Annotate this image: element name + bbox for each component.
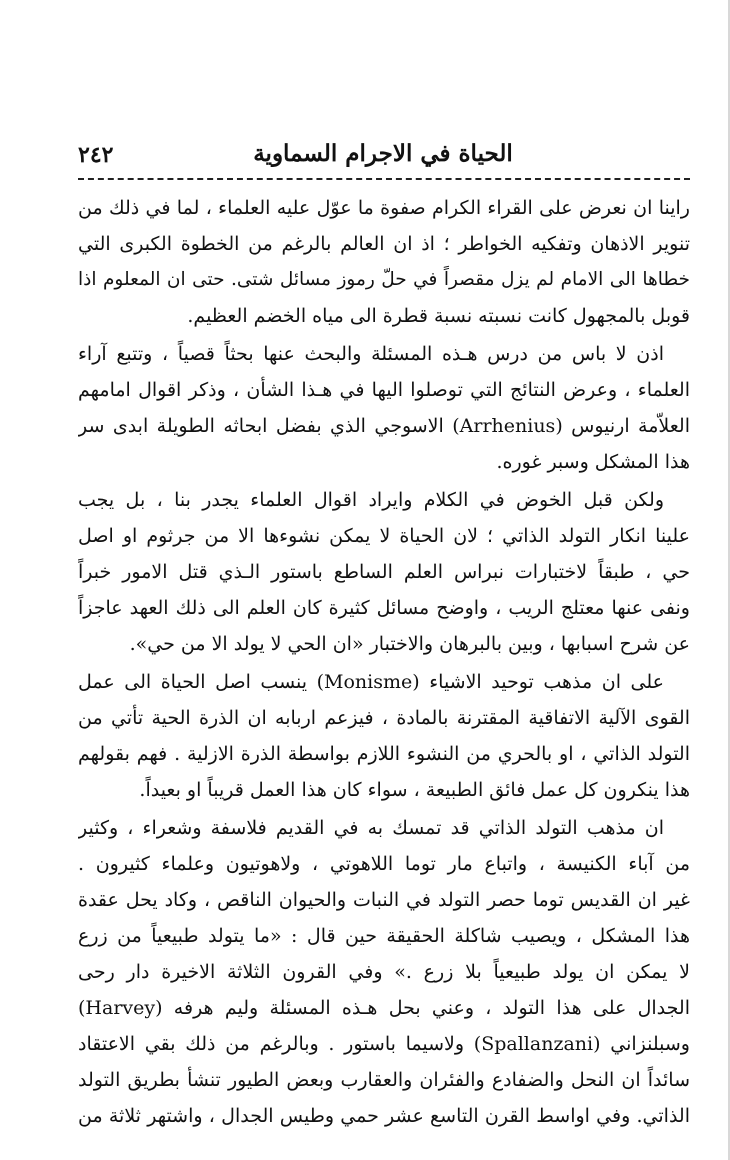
text-line: غير ان القديس توما حصر التولد في النبات والحيوان الناقص ، وكاد يحل عقدة <box>78 889 690 911</box>
text-line: علينا انكار التولد الذاتي ؛ لان الحياة لا يمكن نشوءها الا من جرثوم او اصل <box>78 525 690 547</box>
text-line: وسبلنزاني (Spallanzani) ولاسيما باستور . وبالرغم من ذلك بقي الاعتقاد <box>78 1033 690 1055</box>
page-number: ٢٤٢ <box>78 142 114 168</box>
text-line: لا يمكن ان يولد طبيعياً بلا زرع .» وفي القرون الثلاثة الاخيرة دار رحى <box>78 961 690 983</box>
text-line: التولد الذاتي ، او بالحري من النشوء اللازم بواسطة الذرة الازلية . فهم بقولهم <box>78 743 690 765</box>
text-line: الذاتي. وفي اواسط القرن التاسع عشر حمي وطيس الجدال ، واشتهر ثلاثة من <box>78 1105 690 1127</box>
text-line: العلاّمة ارنيوس (Arrhenius) الاسوجي الذي بفضل ابحاثه الطويلة ابدى سر <box>78 415 690 437</box>
paragraph-2 <box>78 336 690 480</box>
paragraph-3 <box>78 482 690 662</box>
text-line: هذا المشكل وسبر غوره. <box>496 451 690 473</box>
text-line: على ان مذهب توحيد الاشياء (Monisme) ينسب اصل الحياة الى عمل <box>78 671 664 693</box>
text-line: راينا ان نعرض على القراء الكرام صفوة ما عوّل عليه العلماء ، لما في ذلك من <box>78 197 690 219</box>
text-line: تنوير الاذهان وتفكيه الخواطر ؛ اذ ان العالم بالرغم من الخطوة الكبرى التي <box>78 233 690 255</box>
text-line: من آباء الكنيسة ، واتباع مار توما اللاهوتي ، ولاهوتيون وعلماء كثيرون . <box>78 853 690 875</box>
text-line: ان مذهب التولد الذاتي قد تمسك به في القديم فلاسفة وشعراء ، وكثير <box>78 817 664 839</box>
text-line: سائداً ان النحل والضفادع والفئران والعقارب وبعض الطيور تنشأ بطريق التولد <box>78 1069 690 1091</box>
running-title: الحياة في الاجرام السماوية <box>253 140 513 167</box>
text-line: قوبل بالمجهول كانت نسبته نسبة قطرة الى مياه الخضم العظيم. <box>187 305 690 327</box>
text-line: ولكن قبل الخوض في الكلام وايراد اقوال العلماء يجدر بنا ، بل يجب <box>78 489 664 511</box>
page-header <box>78 138 688 176</box>
text-line: خطاها الى الامام لم يزل مقصراً في حلّ رموز مسائل شتى. حتى ان المعلوم اذا <box>78 269 690 290</box>
text-line: هذا المشكل ، ويصيب شاكلة الحقيقة حين قال : «ما يتولد طبيعياً من زرع <box>78 925 690 947</box>
text-line: القوى الآلية الاتفاقية المقترنة بالمادة ، فيزعم اربابه ان الذرة الحية تأتي من <box>78 707 690 729</box>
header-rule <box>78 178 690 180</box>
text-line: عن شرح اسبابها ، وبين بالبرهان والاختبار «ان الحي لا يولد الا من حي». <box>129 633 690 655</box>
paragraph-4 <box>78 664 690 808</box>
text-line: ونفى عنها معتلج الريب ، واوضح مسائل كثيرة كان العلم الى ذلك العهد عاجزاً <box>78 597 690 619</box>
body-text <box>78 190 690 1134</box>
paragraph-5 <box>78 810 690 1134</box>
text-line: العلماء ، وعرض النتائج التي توصلوا اليها في هـذا الشأن ، وذكر اقوال امامهم <box>78 379 690 401</box>
text-line: اذن لا باس من درس هـذه المسئلة والبحث عنها بحثاً قصياً ، وتتبع آراء <box>78 343 664 365</box>
text-line: حي ، طبقاً لاختبارات نبراس العلم الساطع باستور الـذي قتل الامور خبراً <box>78 561 690 583</box>
text-line: هذا ينكرون كل عمل فائق الطبيعة ، سواء كان هذا العمل قريباً او بعيداً. <box>139 779 690 801</box>
text-line: الجدال على هذا التولد ، وعني بحل هـذه المسئلة وليم هرفه (Harvey) <box>78 997 690 1019</box>
paragraph-1 <box>78 190 690 334</box>
